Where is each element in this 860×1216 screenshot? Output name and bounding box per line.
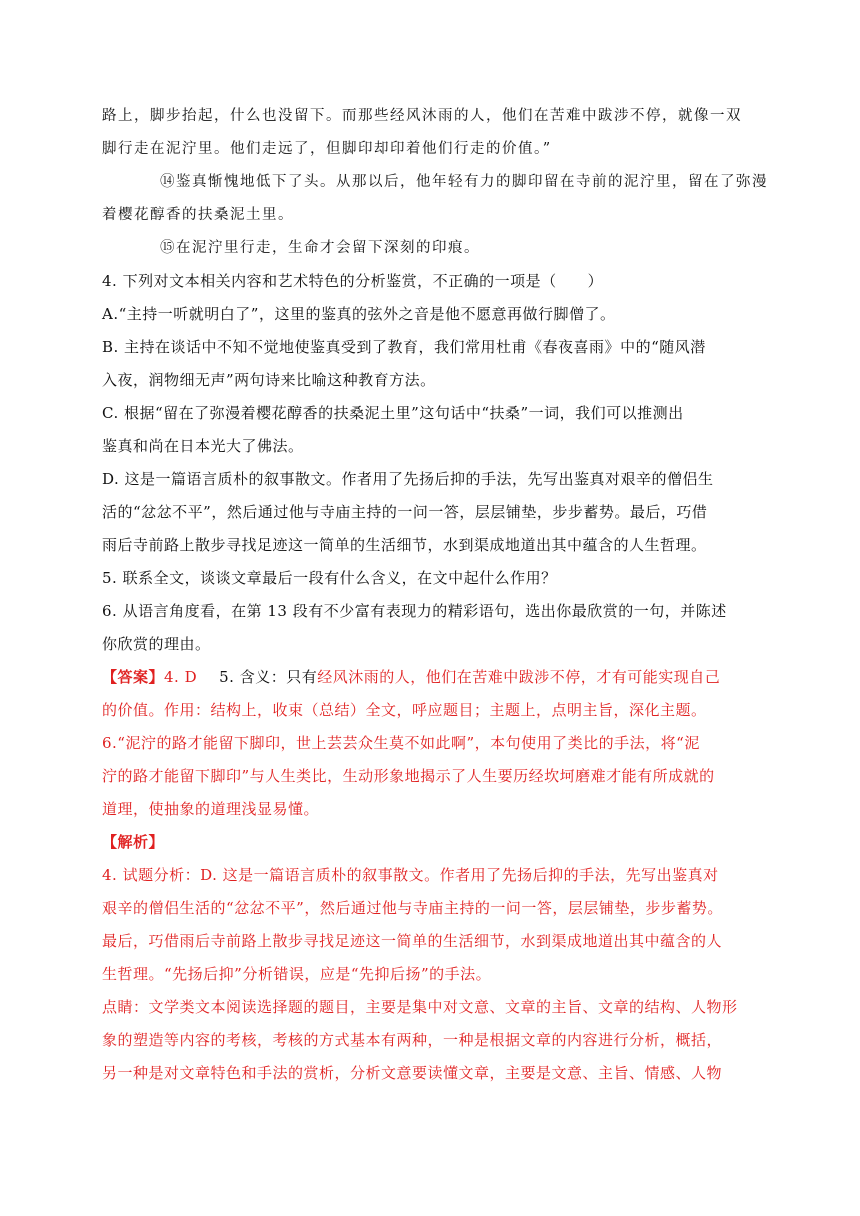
analysis-q4-line-2: 艰辛的僧侣生活的“忿忿不平”，然后通过他与寺庙主持的一问一答，层层铺垫，步步蓄势。 (102, 899, 723, 917)
answer-line-2: 的价值。作用：结构上，收束（总结）全文，呼应题目；主题上，点明主旨，深化主题。 (102, 701, 707, 719)
question-4-option-d-line-1: D. 这是一篇语言质朴的叙事散文。作者用了先扬后抑的手法，先写出鉴真对艰辛的僧侣生 (102, 470, 714, 488)
analysis-q4-line-1: 4. 试题分析：D. 这是一篇语言质朴的叙事散文。作者用了先扬后抑的手法，先写出鉴真对 (102, 866, 719, 884)
analysis-tip-line-1: 点睛：文学类文本阅读选择题的题目，主要是集中对文意、文章的主旨、文章的结构、人物形 (102, 998, 738, 1016)
question-5: 5. 联系全文，谈谈文章最后一段有什么含义，在文中起什么作用？ (102, 569, 557, 587)
question-4-stem: 4. 下列对文本相关内容和艺术特色的分析鉴赏，不正确的一项是（ ） (102, 272, 604, 290)
analysis-tip-line-3: 另一种是对文章特色和手法的赏析，分析文意要读懂文章，主要是文意、主旨、情感、人物 (102, 1064, 723, 1082)
answer-q5-lead: 5. 含义：只有 (219, 668, 318, 686)
paragraph-15-line-1: ⑮在泥泞里行走，生命才会留下深刻的印痕。 (160, 240, 480, 256)
answer-label: 【答案】 (102, 668, 165, 686)
question-4-option-b-line-2: 入夜，润物细无声”两句诗来比喻这种教育方法。 (102, 371, 436, 389)
question-4-option-b-line-1: B. 主持在谈话中不知不觉地使鉴真受到了教育，我们常用杜甫《春夜喜雨》中的“随风潜 (102, 338, 706, 356)
answer-q6-line-1: 6.“泥泞的路才能留下脚印，世上芸芸众生莫不如此啊”，本句使用了类比的手法，将“泥 (102, 734, 700, 752)
paragraph-14-line-2: 着樱花醇香的扶桑泥土里。 (102, 207, 294, 223)
answer-q4: 4. D (164, 668, 198, 686)
question-6-line-1: 6. 从语言角度看，在第 13 段有不少富有表现力的精彩语句，选出你最欣赏的一句，并陈述 (102, 602, 727, 620)
question-4-option-c-line-1: C. 根据“留在了弥漫着樱花醇香的扶桑泥土里”这句话中“扶桑”一词，我们可以推测出 (102, 404, 684, 422)
question-4-option-d-line-2: 活的“忿忿不平”，然后通过他与寺庙主持的一问一答，层层铺垫，步步蓄势。最后，巧借 (102, 503, 708, 521)
answer-q6-line-2: 泞的路才能留下脚印”与人生类比，生动形象地揭示了人生要历经坎坷磨难才能有所成就的 (102, 767, 715, 785)
question-4-option-a: A.“主持一听就明白了”，这里的鉴真的弦外之音是他不愿意再做行脚僧了。 (102, 305, 616, 323)
answer-q5-rest: 经风沐雨的人，他们在苦难中跋涉不停，才有可能实现自己 (317, 668, 721, 686)
analysis-tip-line-2: 象的塑造等内容的考核，考核的方式基本有两种，一种是根据文章的内容进行分析，概括， (102, 1031, 723, 1049)
question-4-option-c-line-2: 鉴真和尚在日本光大了佛法。 (102, 437, 304, 455)
analysis-label: 【解析】 (102, 833, 165, 851)
question-4-option-d-line-3: 雨后寺前路上散步寻找足迹这一简单的生活细节，水到渠成地道出其中蕴含的人生哲理。 (102, 536, 707, 554)
analysis-q4-line-3: 最后，巧借雨后寺前路上散步寻找足迹这一简单的生活细节，水到渠成地道出其中蕴含的人 (102, 932, 723, 950)
question-6-line-2: 你欣赏的理由。 (102, 635, 211, 653)
analysis-q4-line-4: 生哲理。“先扬后抑”分析错误，应是“先抑后扬”的手法。 (102, 965, 492, 983)
answer-q6-line-3: 道理，使抽象的道理浅显易懂。 (102, 800, 320, 818)
answer-line-1 (102, 661, 742, 694)
document-page (102, 100, 768, 1090)
paragraph-14-line-1: ⑭鉴真惭愧地低下了头。从那以后，他年轻有力的脚印留在寺前的泥泞里，留在了弥漫 (160, 174, 768, 190)
paragraph-13-line-2: 脚行走在泥泞里。他们走远了，但脚印却印着他们行走的价值。” (102, 141, 552, 157)
paragraph-13-line-1: 路上，脚步抬起，什么也没留下。而那些经风沐雨的人，他们在苦难中跋涉不停，就像一双 (102, 108, 742, 124)
